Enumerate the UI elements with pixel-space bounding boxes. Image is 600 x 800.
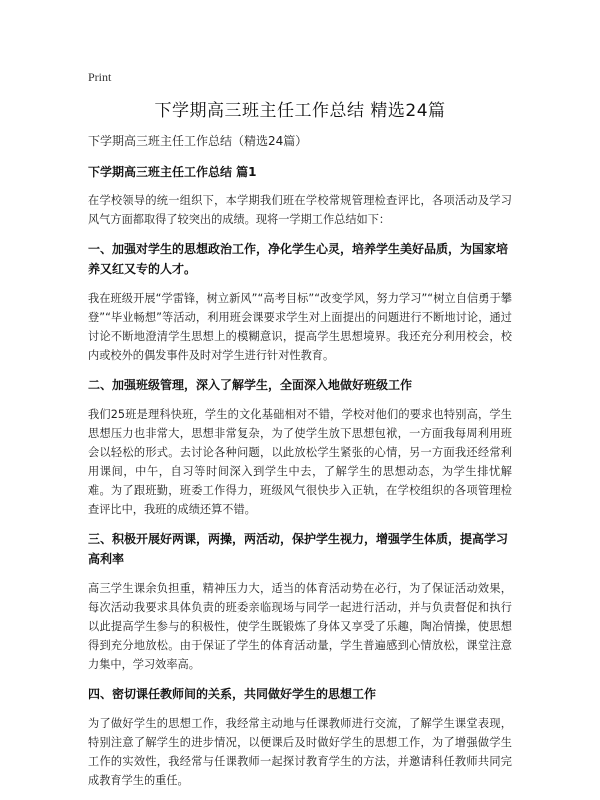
article-heading: 下学期高三班主任工作总结 篇1: [88, 165, 257, 179]
document-subtitle: 下学期高三班主任工作总结（精选24篇）: [88, 134, 308, 148]
section-4-body: 为了做好学生的思想工作，我经常主动地与任课教师进行交流，了解学生课堂表现，特别注意了解学生的进步情况，以便课后及时做好学生的思想工作，为了增强做学生工作的实效性，我经常与任课教师一起探讨教育学生的方法，并邀请科任教师共同完成教育学生的重任。: [88, 717, 512, 787]
intro-paragraph: 在学校领导的统一组织下，本学期我们班在学校常规管理检查评比，各项活动及学习风气方面都取得了较突出的成绩。现将一学期工作总结如下：: [88, 194, 512, 226]
section-4-heading: 四、密切课任教师间的关系，共同做好学生的思想工作: [88, 687, 377, 701]
print-label: Print: [88, 70, 112, 84]
section-3-heading: 三、积极开展好两课，两操，两活动，保护学生视力，增强学生体质，提高学习高利率: [88, 532, 509, 566]
section-3-body: 高三学生课余负担重，精神压力大，适当的体育活动势在必行，为了保证活动效果，每次活动我要求具体负责的班委亲临现场与同学一起进行活动，并与负责督促和执行以此提高学生参与的积极性，使学生既锻炼了身体又享受了乐趣，陶冶情操，使思想得到充分地放松。由于保证了学生的体育活动量，学生普遍感到心情放松，课堂注意力集中，学习效率高。: [88, 582, 512, 671]
section-2-heading: 二、加强班级管理，深入了解学生，全面深入地做好班级工作: [88, 378, 413, 392]
section-2-body: 我们25班是理科快班，学生的文化基础相对不错，学校对他们的要求也特别高，学生思想压力也非常大，思想非常复杂，为了使学生放下思想包袱，一方面我每周利用班会以轻松的形式。去讨论各种问题，以此放松学生紧张的心情，另一方面我还经常利用课间，中午，自习等时间深入到学生中去，了解学生的思想动态，为学生排忧解难。为了跟班勤，班委工作得力，班级风气很快步入正轨，在学校组织的各项管理检查评比中，我班的成绩还算不错。: [88, 408, 512, 516]
section-1-body: 我在班级开展“学雷锋，树立新风”“高考目标”“改变学风，努力学习”“树立自信勇于攀登”“毕业畅想”等活动，利用班会课要求学生对上面提出的问题进行不断地讨论，通过讨论不断地澄清学生思想上的模糊意识，提高学生思想境界。我还充分利用校会，校内或校外的偶发事件及时对学生进行针对性教育。: [88, 292, 512, 362]
page-title: 下学期高三班主任工作总结 精选24篇: [154, 101, 446, 121]
section-1-heading: 一、加强对学生的思想政治工作，净化学生心灵，培养学生美好品质，为国家培养又红又专的人才。: [88, 242, 509, 276]
document-body: [88, 132, 512, 800]
